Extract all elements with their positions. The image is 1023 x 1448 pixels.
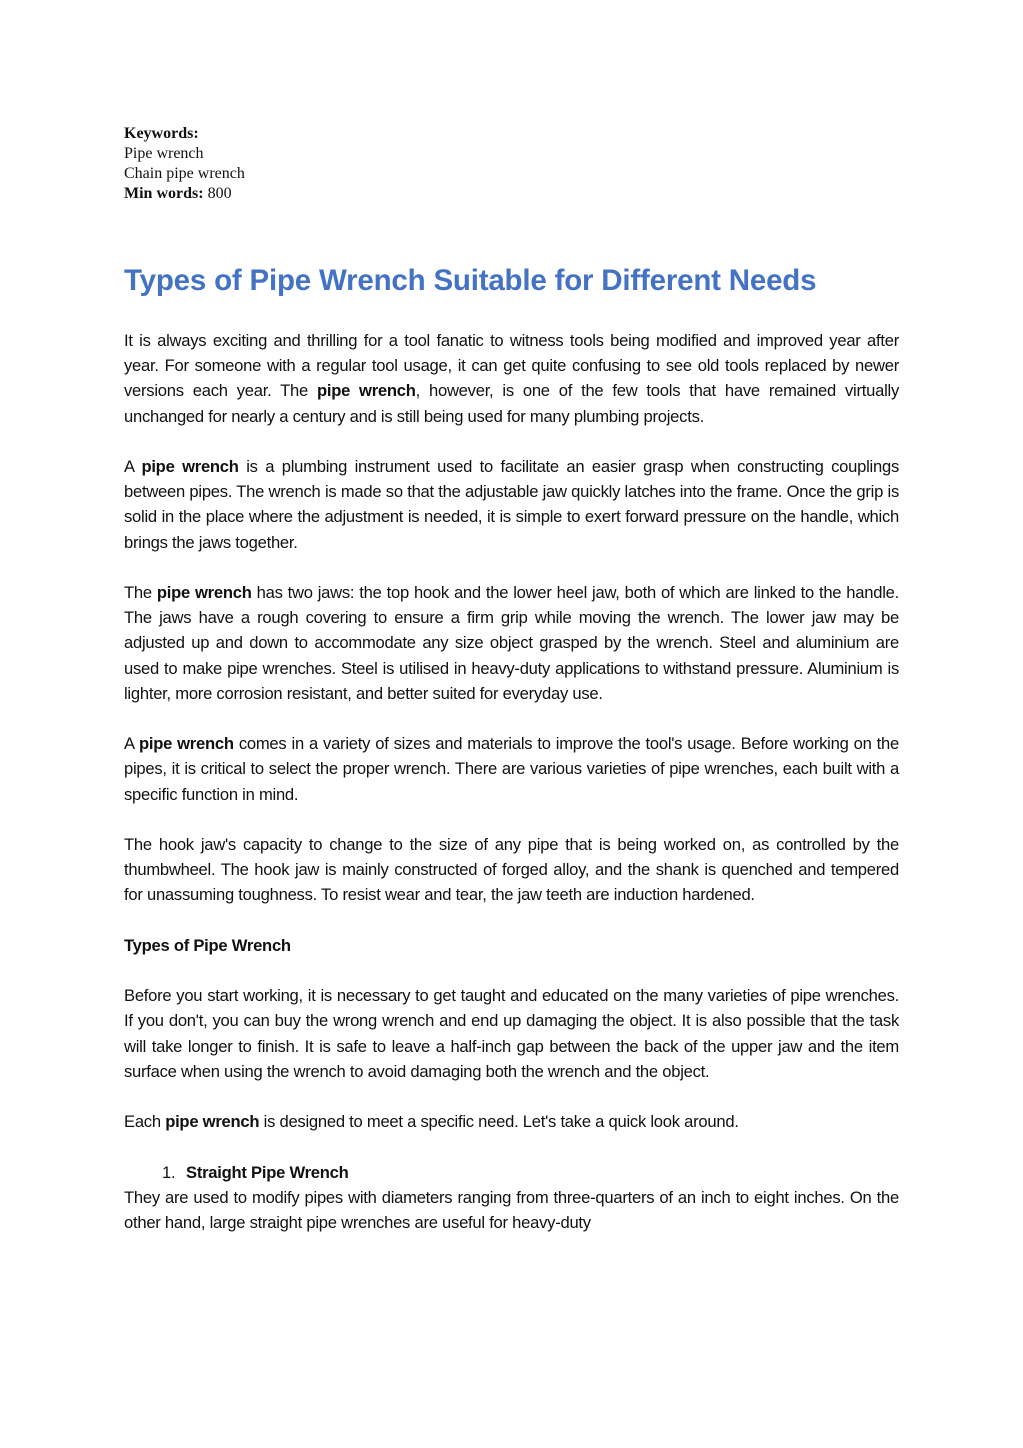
paragraph: Before you start working, it is necessary to get taught and educated on the many varieties of pipe wrenches. If you don't, you can buy the wrong wrench and end up damaging the object. It is also possible that the task will take longer to finish. It is safe to leave a half-inch gap between the back of the upper jaw and the item surface when using the wrench to avoid damaging both the wrench and the object. (124, 986, 899, 1081)
paragraph-text: A (124, 734, 139, 754)
bold-term: pipe wrench (316, 381, 416, 401)
paragraph (124, 454, 899, 555)
keywords-label: Keywords: (124, 125, 199, 142)
min-words-line (124, 184, 899, 204)
list-item-label: Straight Pipe Wrench (186, 1162, 349, 1182)
paragraph-text: is a plumbing instrument used to facilitate an easier grasp when constructing couplings between pipes. The wrench is made so that the adjustable jaw quickly latches into the frame. Once the grip is solid in the place where the adjustment is needed, it is simple to exert forward pressure on the handle, which brings the jaws together. (124, 457, 899, 552)
list-item (124, 1160, 899, 1185)
min-words-value: 800 (207, 185, 232, 202)
section-heading: Types of Pipe Wrench (124, 935, 291, 955)
paragraph-text: has two jaws: the top hook and the lower heel jaw, both of which are linked to the handle. The jaws have a rough covering to ensure a firm grip while moving the wrench. The lower jaw may be adjusted up and down to accommodate any size object grasped by the wrench. Steel and aluminium are used to make pipe wrenches. Steel is utilised in heavy-duty applications to withstand pressure. Aluminium is lighter, more corrosion resistant, and better suited for everyday use. (124, 583, 899, 703)
article-body (124, 328, 899, 1235)
list-number: 1. (162, 1162, 176, 1182)
paragraph-text: The (124, 583, 157, 602)
page-title: Types of Pipe Wrench Suitable for Different Needs (124, 264, 817, 297)
bold-term: pipe wrench (138, 734, 234, 754)
paragraph (124, 1109, 899, 1134)
min-words-label: Min words: (124, 185, 204, 202)
paragraph: They are used to modify pipes with diameters ranging from three-quarters of an inch to eight inches. On the other hand, large straight pipe wrenches are useful for heavy-duty (124, 1187, 899, 1232)
keyword-item: Pipe wrench (124, 145, 204, 162)
paragraph-text: comes in a variety of sizes and materials to improve the tool's usage. Before working on the pipes, it is critical to select the proper wrench. There are various varieties of pipe wrenches, each built with a specific function in mind. (124, 734, 899, 804)
paragraph (124, 731, 899, 807)
document-meta (124, 124, 899, 204)
paragraph-text: is designed to meet a specific need. Let's take a quick look around. (259, 1112, 739, 1132)
paragraph (124, 580, 899, 706)
paragraph-text: , however, is one of the few tools that have remained virtually unchanged for nearly a century and is still being used for many plumbing projects. (124, 381, 899, 426)
keyword-item: Chain pipe wrench (124, 165, 245, 182)
paragraph-text: It is always exciting and thrilling for a tool fanatic to witness tools being modified and improved year after year. For someone with a regular tool usage, it can get quite confusing to see old tools replaced by newer versions each year. The (124, 331, 899, 401)
bold-term: pipe wrench (165, 1112, 260, 1132)
paragraph-text: Each (124, 1112, 166, 1132)
paragraph-text: A (124, 457, 142, 476)
bold-term: pipe wrench (156, 583, 252, 602)
document-page (124, 124, 899, 1235)
bold-term: pipe wrench (141, 457, 239, 476)
paragraph (124, 328, 899, 429)
paragraph: The hook jaw's capacity to change to the size of any pipe that is being worked on, as controlled by the thumbwheel. The hook jaw is mainly constructed of forged alloy, and the shank is quenched and tempered for unassuming toughness. To resist wear and tear, the jaw teeth are induction hardened. (124, 835, 899, 905)
